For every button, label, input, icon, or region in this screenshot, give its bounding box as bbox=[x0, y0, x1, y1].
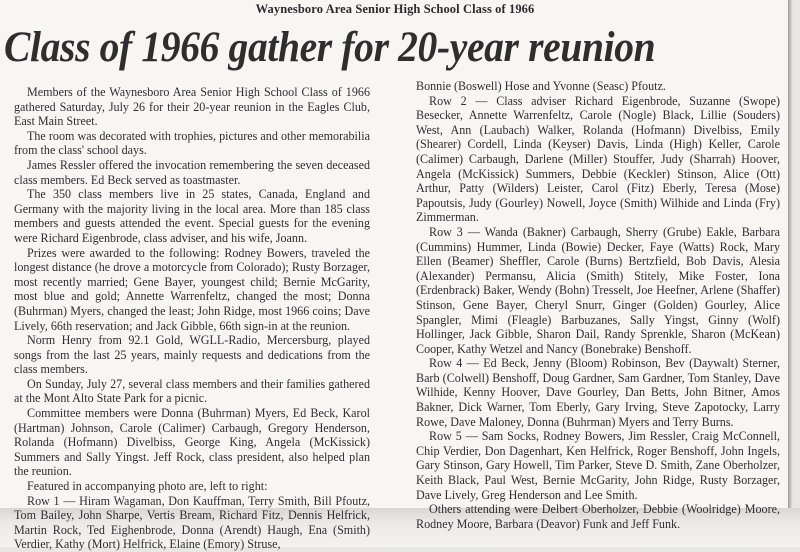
paragraph: Row 3 — Wanda (Bakner) Carbaugh, Sherry (Grube) Eakle, Barbara (Cummins) Hummer, Linda (Bowie) Decker, Faye (Watts) Rock, Mary Ellen (Beamer) Sheffler, Carole (Burns) Bertzfield, Bob Davis, Alesia (Alexander) Permansu, Alicia (Smith) Stitely, Mike Foster, Iona (Erdenbrack) Baker, Wendy (Bohn) Tresselt, Joe Heefner, Arlene (Shaffer) Stinson, Gene Bayer, Cheryl Snurr, Ginger (Golden) Gourley, Alice Spangler, Mimi (Fleagle) Barbuzanes, Sally Yingst, Ginny (Wolf) Hollinger, Jack Gibble, Sharon Dail, Randy Sprenkle, Sharon (McKean) Cooper, Kathy Wetzel and Nancy (Bonebrake) Benshoff. bbox=[416, 224, 780, 356]
paragraph: Prizes were awarded to the following: Rodney Bowers, traveled the longest distance (he drove a motorcycle from Colorado); Rusty Borzager, most recently married; Gene Bayer, youngest child; Bernie McGarity, most blue and gold; Annette Warrenfeltz, changed the most; Donna (Buhrman) Myers, changed the least; John Ridge, most 1966 coins; Dave Lively, 66th reservation; and Jack Gibble, 66th sign-in at the reunion. bbox=[14, 245, 370, 333]
paragraph: Committee members were Donna (Buhrman) Myers, Ed Beck, Karol (Hartman) Johnson, Carole (Calimer) Carbaugh, Gregory Henderson, Rolanda (Hofmann) Divelbiss, George King, Angela (McKissick) Summers and Sally Yingst. Jeff Rock, class president, also helped plan the reunion. bbox=[14, 406, 370, 479]
paragraph: Row 4 — Ed Beck, Jenny (Bloom) Robinson, Bev (Daywalt) Sterner, Barb (Colwell) Benshoff, Doug Gardner, Sam Gardner, Tom Stanley, Dave Wilhide, Kenny Hoover, Dave Gourley, Dan Betts, John Bitner, Amos Bakner, Dick Warner, Tom Eberly, Gary Irving, Steve Zapotocky, Larry Rowe, Dave Maloney, Donna (Buhrman) Myers and Terry Burns. bbox=[416, 356, 780, 429]
paragraph: Members of the Waynesboro Area Senior High School Class of 1966 gathered Saturday, July 26 for their 20-year reunion in the Eagles Club, East Main Street. bbox=[14, 85, 370, 129]
paragraph: The 350 class members live in 25 states, Canada, England and Germany with the majority living in the local area. More than 185 class members and guests attended the event. Special guests for the evening were Richard Eigenbrode, class adviser, and his wife, Joann. bbox=[14, 187, 370, 245]
paragraph: Row 5 — Sam Socks, Rodney Bowers, Jim Ressler, Craig McConnell, Chip Verdier, Don Dagenhart, Ken Helfrick, Roger Benshoff, John Ingels, Gary Stinson, Gary Howell, Tim Parker, Steve D. Smith, Zane Oberholzer, Keith Black, Paul West, Bernie McGarity, John Ridge, Rusty Borzager, Dave Lively, Greg Henderson and Lee Smith. bbox=[416, 429, 780, 502]
paragraph: James Ressler offered the invocation remembering the seven deceased class members. Ed Beck served as toastmaster. bbox=[14, 157, 370, 187]
article-kicker: Waynesboro Area Senior High School Class of 1966 bbox=[255, 2, 535, 16]
article-headline: Class of 1966 gather for 20-year reunion bbox=[4, 24, 656, 71]
paragraph: Featured in accompanying photo are, left to right: bbox=[27, 479, 268, 494]
right-column bbox=[416, 79, 780, 531]
paragraph: On Sunday, July 27, several class members and their families gathered at the Mont Alto State Park for a picnic. bbox=[14, 376, 370, 406]
paragraph: Others attending were Delbert Oberholzer, Debbie (Woolridge) Moore, Rodney Moore, Barbara (Deavor) Funk and Jeff Funk. bbox=[416, 502, 780, 531]
paragraph: Row 1 — Hiram Wagaman, Don Kauffman, Terry Smith, Bill Pfoutz, Tom Bailey, John Sharpe, Vertis Bream, Richard Fitz, Dennis Helfrick, Martin Rock, Ted Eighenbrode, Donna (Arendt) Haugh, Ena (Smith) Verdier, Kathy (Mort) Helfrick, Elaine (Emory) Struse, bbox=[14, 493, 370, 552]
paragraph: Row 2 — Class adviser Richard Eigenbrode, Suzanne (Swope) Besecker, Annette Warrenfeltz, Carole (Nogle) Black, Lillie (Souders) West, Ann (Laubach) Walker, Rolanda (Hofmann) Divelbiss, Emily (Shearer) Cordell, Linda (Keyser) Davis, Linda (High) Keller, Carole (Calimer) Carbaugh, Darlene (Miller) Stouffer, Judy (Sharrah) Hoover, Angela (McKissick) Summers, Debbie (Keckler) Stinson, Alice (Ott) Arthur, Patty (Wilders) Leister, Carol (Fitz) Eberly, Teresa (Mose) Papoutsis, Judy (Gourley) Nowell, Joyce (Smith) Wilhide and Linda (Fry) Zimmerman. bbox=[416, 93, 780, 225]
paragraph-continuation: Bonnie (Boswell) Hose and Yvonne (Seasc) Pfoutz. bbox=[416, 79, 666, 93]
left-column bbox=[14, 85, 370, 552]
paragraph: The room was decorated with trophies, pictures and other memorabilia from the class' school days. bbox=[14, 128, 370, 158]
paragraph: Norm Henry from 92.1 Gold, WGLL-Radio, Mercersburg, played songs from the last 25 years, mainly requests and dedications from the class members. bbox=[14, 333, 370, 377]
page-edge-shadow bbox=[788, 0, 793, 520]
